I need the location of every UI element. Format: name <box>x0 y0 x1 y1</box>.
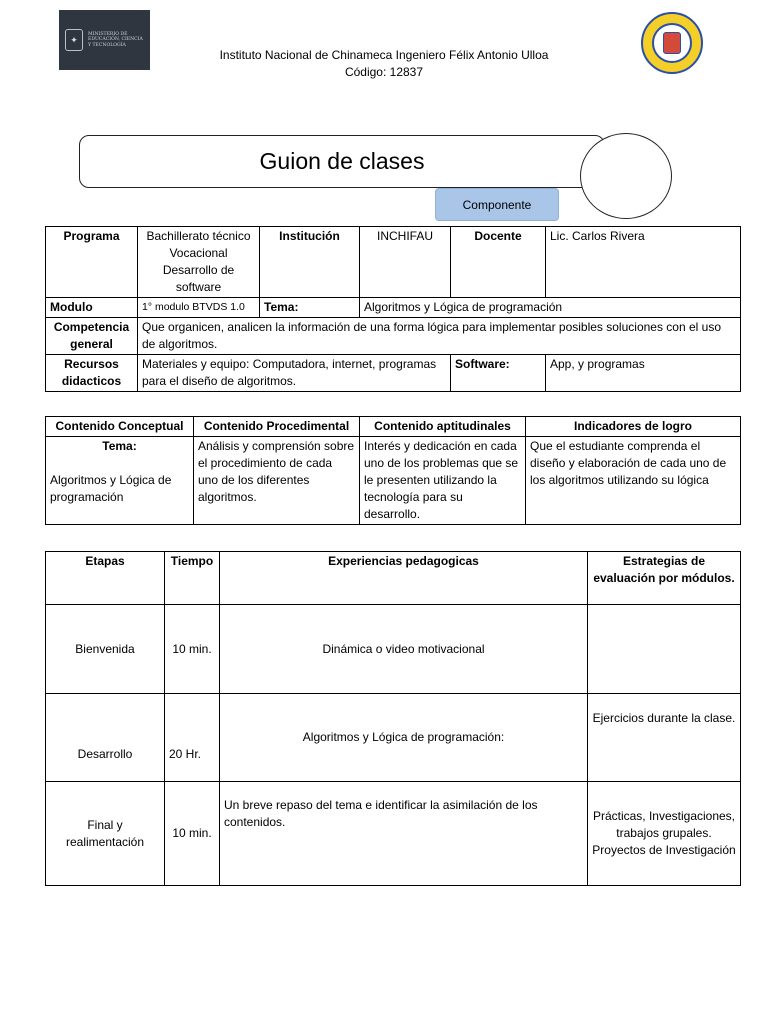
stage-etapa: Final y realimentación <box>46 782 165 886</box>
content-header-indicadores: Indicadores de logro <box>526 417 741 437</box>
programa-label: Programa <box>46 227 138 298</box>
school-seal-icon <box>641 12 703 74</box>
modulo-value: 1° modulo BTVDS 1.0 <box>138 298 260 318</box>
page-title: Guion de clases <box>79 135 605 188</box>
stage-experiencia: Dinámica o video motivacional <box>220 605 588 694</box>
competencia-label: Competencia general <box>46 318 138 355</box>
software-label: Software: <box>451 355 546 392</box>
stage-tiempo: 10 min. <box>165 605 220 694</box>
stage-etapa: Desarrollo <box>46 694 165 782</box>
institute-code: Código: 12837 <box>344 65 424 79</box>
content-header-aptitudinales: Contenido aptitudinales <box>360 417 526 437</box>
docente-label: Docente <box>451 227 546 298</box>
procedimental-cell: Análisis y comprensión sobre el procedimiento de cada uno de los diferentes algoritmos. <box>194 437 360 525</box>
stages-table <box>45 551 741 886</box>
stages-header-tiempo: Tiempo <box>165 552 220 605</box>
coat-of-arms-icon: ✦ <box>65 29 83 51</box>
stages-header-experiencias: Experiencias pedagogicas <box>220 552 588 605</box>
docente-value: Lic. Carlos Rivera <box>546 227 741 298</box>
programa-value: Bachillerato técnico Vocacional Desarrollo de software <box>138 227 260 298</box>
indicadores-cell: Que el estudiante comprenda el diseño y elaboración de cada uno de los algoritmos utilizando su lógica <box>526 437 741 525</box>
component-button[interactable]: Componente <box>435 188 559 221</box>
conceptual-tema-value: Algoritmos y Lógica de programación <box>50 473 172 504</box>
content-header-procedimental: Contenido Procedimental <box>194 417 360 437</box>
modulo-label: Modulo <box>46 298 138 318</box>
recursos-label: Recursos didacticos <box>46 355 138 392</box>
info-table <box>45 226 741 392</box>
circle-shape <box>580 133 672 219</box>
ministry-logo-text: MINISTERIO DE EDUCACIÓN, CIENCIA Y TECNOLOGÍA <box>88 31 143 48</box>
aptitudinales-cell: Interés y dedicación en cada uno de los problemas que se le presenten utilizando la tecnología para su desarrollo. <box>360 437 526 525</box>
stage-estrategia <box>588 605 741 694</box>
conceptual-tema-label: Tema: <box>102 439 137 453</box>
stages-header-etapas: Etapas <box>46 552 165 605</box>
tema-label: Tema: <box>260 298 360 318</box>
institucion-label: Institución <box>260 227 360 298</box>
recursos-value: Materiales y equipo: Computadora, internet, programas para el diseño de algoritmos. <box>138 355 451 392</box>
stage-experiencia: Un breve repaso del tema e identificar la asimilación de los contenidos. <box>220 782 588 886</box>
stage-estrategia: Ejercicios durante la clase. <box>588 694 741 782</box>
stage-experiencia: Algoritmos y Lógica de programación: <box>220 694 588 782</box>
stage-tiempo: 10 min. <box>165 782 220 886</box>
content-header-conceptual: Contenido Conceptual <box>46 417 194 437</box>
stage-tiempo: 20 Hr. <box>165 694 220 782</box>
institute-name: Instituto Nacional de Chinameca Ingeniero Félix Antonio Ulloa <box>219 48 549 62</box>
competencia-value: Que organicen, analicen la información de una forma lógica para implementar posibles soluciones con el uso de algoritmos. <box>138 318 741 355</box>
institucion-value: INCHIFAU <box>360 227 451 298</box>
stage-etapa: Bienvenida <box>46 605 165 694</box>
software-value: App, y programas <box>546 355 741 392</box>
conceptual-cell <box>46 437 194 525</box>
tema-value: Algoritmos y Lógica de programación <box>360 298 741 318</box>
stage-estrategia: Prácticas, Investigaciones, trabajos grupales. Proyectos de Investigación <box>588 782 741 886</box>
stages-header-estrategias: Estrategias de evaluación por módulos. <box>588 552 741 605</box>
content-table <box>45 416 741 525</box>
